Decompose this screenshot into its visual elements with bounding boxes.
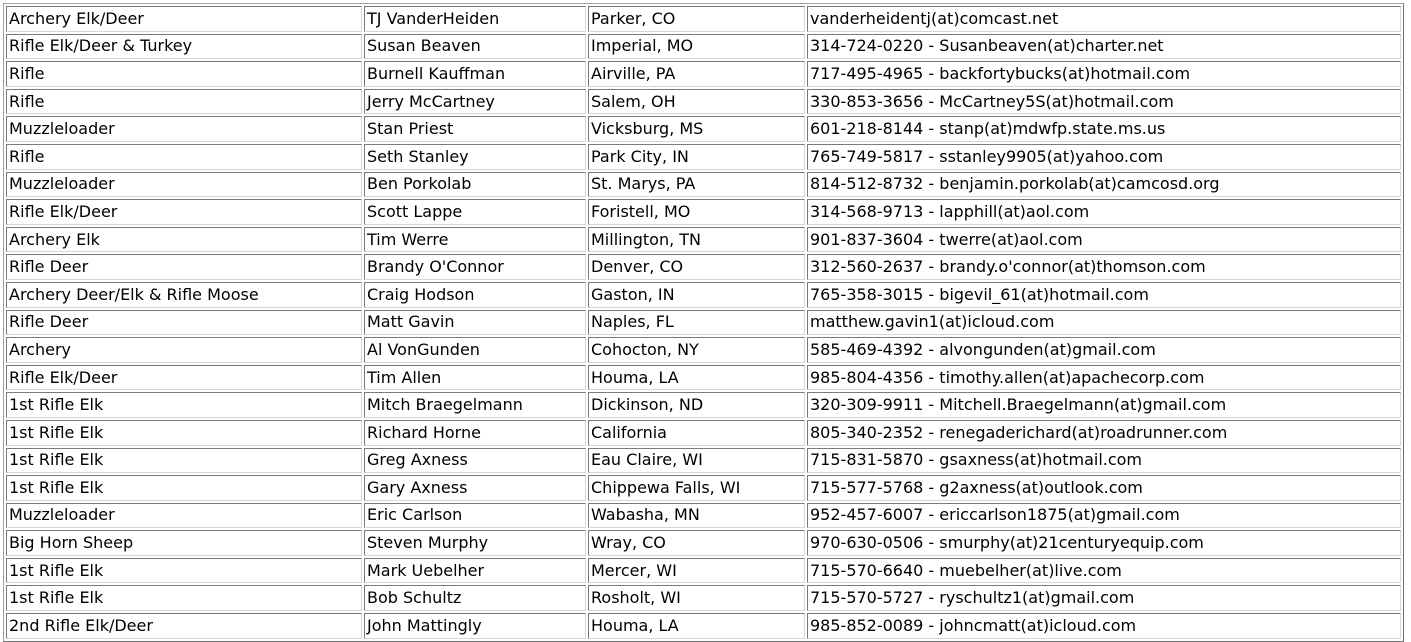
location-cell: Dickinson, ND bbox=[588, 392, 805, 418]
hunt-type-cell: 2nd Rifle Elk/Deer bbox=[6, 613, 362, 639]
contact-cell: 314-724-0220 - Susanbeaven(at)charter.net bbox=[807, 34, 1401, 60]
table-row bbox=[6, 144, 1401, 170]
contact-cell: 985-804-4356 - timothy.allen(at)apachecorp.com bbox=[807, 365, 1401, 391]
table-row bbox=[6, 503, 1401, 529]
location-cell: Houma, LA bbox=[588, 613, 805, 639]
table-row bbox=[6, 227, 1401, 253]
hunt-type-cell: Rifle bbox=[6, 144, 362, 170]
contact-cell: 985-852-0089 - johncmatt(at)icloud.com bbox=[807, 613, 1401, 639]
contact-cell: 765-749-5817 - sstanley9905(at)yahoo.com bbox=[807, 144, 1401, 170]
hunt-type-cell: Big Horn Sheep bbox=[6, 530, 362, 556]
location-cell: Cohocton, NY bbox=[588, 337, 805, 363]
table-row bbox=[6, 89, 1401, 115]
hunter-name-cell: TJ VanderHeiden bbox=[364, 6, 586, 32]
hunter-name-cell: Mitch Braegelmann bbox=[364, 392, 586, 418]
table-row bbox=[6, 172, 1401, 198]
hunter-name-cell: Mark Uebelher bbox=[364, 558, 586, 584]
location-cell: Gaston, IN bbox=[588, 282, 805, 308]
contact-cell: 952-457-6007 - ericcarlson1875(at)gmail.com bbox=[807, 503, 1401, 529]
hunt-type-cell: Muzzleloader bbox=[6, 116, 362, 142]
table-body bbox=[6, 6, 1401, 639]
table-row bbox=[6, 116, 1401, 142]
location-cell: Naples, FL bbox=[588, 310, 805, 336]
location-cell: Chippewa Falls, WI bbox=[588, 475, 805, 501]
hunter-name-cell: Richard Horne bbox=[364, 420, 586, 446]
contact-cell: 765-358-3015 - bigevil_61(at)hotmail.com bbox=[807, 282, 1401, 308]
hunter-name-cell: Steven Murphy bbox=[364, 530, 586, 556]
table-row bbox=[6, 282, 1401, 308]
hunter-name-cell: Tim Allen bbox=[364, 365, 586, 391]
hunter-name-cell: Al VonGunden bbox=[364, 337, 586, 363]
hunt-type-cell: Archery Elk/Deer bbox=[6, 6, 362, 32]
location-cell: Wray, CO bbox=[588, 530, 805, 556]
table-row bbox=[6, 337, 1401, 363]
hunter-name-cell: Craig Hodson bbox=[364, 282, 586, 308]
contact-cell: 970-630-0506 - smurphy(at)21centuryequip.com bbox=[807, 530, 1401, 556]
table-row bbox=[6, 585, 1401, 611]
hunter-name-cell: Tim Werre bbox=[364, 227, 586, 253]
contact-cell: vanderheidentj(at)comcast.net bbox=[807, 6, 1401, 32]
table-row bbox=[6, 61, 1401, 87]
table-row bbox=[6, 6, 1401, 32]
hunter-name-cell: Burnell Kauffman bbox=[364, 61, 586, 87]
hunt-type-cell: Rifle Deer bbox=[6, 254, 362, 280]
hunt-type-cell: 1st Rifle Elk bbox=[6, 392, 362, 418]
contact-cell: 312-560-2637 - brandy.o'connor(at)thomson.com bbox=[807, 254, 1401, 280]
hunter-name-cell: Susan Beaven bbox=[364, 34, 586, 60]
hunt-type-cell: Rifle Elk/Deer & Turkey bbox=[6, 34, 362, 60]
hunt-type-cell: 1st Rifle Elk bbox=[6, 558, 362, 584]
hunt-type-cell: Archery Deer/Elk & Rifle Moose bbox=[6, 282, 362, 308]
hunter-name-cell: Stan Priest bbox=[364, 116, 586, 142]
location-cell: California bbox=[588, 420, 805, 446]
hunt-type-cell: 1st Rifle Elk bbox=[6, 475, 362, 501]
contact-cell: 715-831-5870 - gsaxness(at)hotmail.com bbox=[807, 448, 1401, 474]
table-row bbox=[6, 199, 1401, 225]
hunt-type-cell: Rifle bbox=[6, 89, 362, 115]
hunter-name-cell: Brandy O'Connor bbox=[364, 254, 586, 280]
location-cell: Houma, LA bbox=[588, 365, 805, 391]
table-row bbox=[6, 254, 1401, 280]
location-cell: Park City, IN bbox=[588, 144, 805, 170]
hunter-name-cell: Gary Axness bbox=[364, 475, 586, 501]
contact-cell: 805-340-2352 - renegaderichard(at)roadrunner.com bbox=[807, 420, 1401, 446]
location-cell: Airville, PA bbox=[588, 61, 805, 87]
contact-cell: 320-309-9911 - Mitchell.Braegelmann(at)gmail.com bbox=[807, 392, 1401, 418]
hunter-name-cell: Ben Porkolab bbox=[364, 172, 586, 198]
table-row bbox=[6, 475, 1401, 501]
contact-cell: 717-495-4965 - backfortybucks(at)hotmail.com bbox=[807, 61, 1401, 87]
location-cell: Denver, CO bbox=[588, 254, 805, 280]
hunt-type-cell: Rifle Elk/Deer bbox=[6, 365, 362, 391]
contact-cell: 715-570-5727 - ryschultz1(at)gmail.com bbox=[807, 585, 1401, 611]
contact-cell: 715-577-5768 - g2axness(at)outlook.com bbox=[807, 475, 1401, 501]
table-row bbox=[6, 448, 1401, 474]
contact-cell: 715-570-6640 - muebelher(at)live.com bbox=[807, 558, 1401, 584]
hunter-name-cell: Scott Lappe bbox=[364, 199, 586, 225]
hunt-type-cell: 1st Rifle Elk bbox=[6, 420, 362, 446]
hunt-type-cell: 1st Rifle Elk bbox=[6, 448, 362, 474]
contact-cell: 314-568-9713 - lapphill(at)aol.com bbox=[807, 199, 1401, 225]
location-cell: Vicksburg, MS bbox=[588, 116, 805, 142]
table-row bbox=[6, 420, 1401, 446]
hunt-type-cell: Muzzleloader bbox=[6, 503, 362, 529]
hunter-name-cell: Bob Schultz bbox=[364, 585, 586, 611]
hunter-name-cell: Seth Stanley bbox=[364, 144, 586, 170]
hunt-type-cell: Rifle Elk/Deer bbox=[6, 199, 362, 225]
table-row bbox=[6, 613, 1401, 639]
location-cell: Rosholt, WI bbox=[588, 585, 805, 611]
contact-cell: 814-512-8732 - benjamin.porkolab(at)camcosd.org bbox=[807, 172, 1401, 198]
hunt-type-cell: Rifle Deer bbox=[6, 310, 362, 336]
table-row bbox=[6, 34, 1401, 60]
contact-cell: 901-837-3604 - twerre(at)aol.com bbox=[807, 227, 1401, 253]
location-cell: Eau Claire, WI bbox=[588, 448, 805, 474]
hunt-type-cell: 1st Rifle Elk bbox=[6, 585, 362, 611]
hunter-name-cell: Greg Axness bbox=[364, 448, 586, 474]
hunter-name-cell: John Mattingly bbox=[364, 613, 586, 639]
location-cell: Parker, CO bbox=[588, 6, 805, 32]
location-cell: Mercer, WI bbox=[588, 558, 805, 584]
hunter-name-cell: Matt Gavin bbox=[364, 310, 586, 336]
location-cell: Millington, TN bbox=[588, 227, 805, 253]
location-cell: Imperial, MO bbox=[588, 34, 805, 60]
table-row bbox=[6, 310, 1401, 336]
hunter-contact-table bbox=[3, 3, 1404, 642]
table-row bbox=[6, 558, 1401, 584]
contact-cell: 585-469-4392 - alvongunden(at)gmail.com bbox=[807, 337, 1401, 363]
table-row bbox=[6, 392, 1401, 418]
hunter-name-cell: Jerry McCartney bbox=[364, 89, 586, 115]
table-row bbox=[6, 530, 1401, 556]
location-cell: Wabasha, MN bbox=[588, 503, 805, 529]
contact-cell: 601-218-8144 - stanp(at)mdwfp.state.ms.us bbox=[807, 116, 1401, 142]
location-cell: St. Marys, PA bbox=[588, 172, 805, 198]
hunt-type-cell: Muzzleloader bbox=[6, 172, 362, 198]
hunt-type-cell: Rifle bbox=[6, 61, 362, 87]
contact-cell: 330-853-3656 - McCartney5S(at)hotmail.com bbox=[807, 89, 1401, 115]
location-cell: Salem, OH bbox=[588, 89, 805, 115]
hunter-name-cell: Eric Carlson bbox=[364, 503, 586, 529]
hunt-type-cell: Archery bbox=[6, 337, 362, 363]
hunt-type-cell: Archery Elk bbox=[6, 227, 362, 253]
table-row bbox=[6, 365, 1401, 391]
contact-cell: matthew.gavin1(at)icloud.com bbox=[807, 310, 1401, 336]
location-cell: Foristell, MO bbox=[588, 199, 805, 225]
